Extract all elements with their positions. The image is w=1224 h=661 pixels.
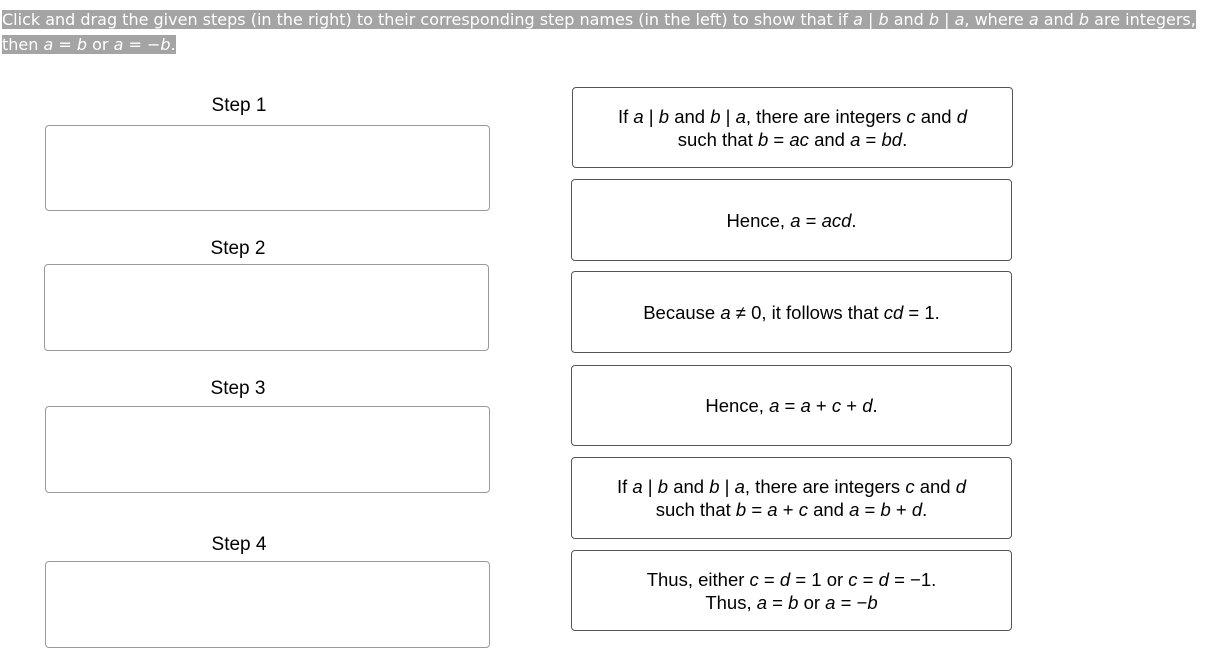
step-3-drop-zone[interactable]: [45, 406, 490, 493]
step-card-line: such that b = ac and a = bd.: [677, 128, 908, 150]
step-card-line: Thus, a = b or a = −b: [705, 591, 878, 613]
step-card-line: If a | b and b | a, there are integers c and d: [616, 476, 967, 497]
step-card-2[interactable]: [571, 179, 1012, 261]
instructions: [2, 7, 1222, 57]
step-2-label: Step 2: [210, 238, 266, 259]
step-1-drop-zone[interactable]: [45, 125, 490, 211]
step-card-line: Hence, a = acd.: [726, 209, 857, 231]
instructions-text: Click and drag the given steps (in the right) to their corresponding step names (in the left) to show that if a | b and b | a, where a and b are integers, then a = b or a = −b.: [2, 10, 1196, 54]
step-card-5[interactable]: [571, 457, 1012, 539]
step-4-label: Step 4: [211, 534, 267, 555]
step-card-line: such that b = a + c and a = b + d.: [655, 499, 928, 520]
step-1-label: Step 1: [211, 95, 267, 116]
step-card-line: Thus, either c = d = 1 or c = d = −1.: [646, 568, 937, 590]
step-2-drop-zone[interactable]: [44, 264, 489, 351]
step-card-line: Hence, a = a + c + d.: [705, 395, 878, 416]
step-card-6[interactable]: [571, 550, 1012, 631]
step-card-3[interactable]: [571, 271, 1012, 353]
step-card-line: If a | b and b | a, there are integers c and d: [617, 105, 968, 127]
step-card-line: Because a ≠ 0, it follows that cd = 1.: [643, 301, 940, 323]
step-card-4[interactable]: [571, 365, 1012, 446]
step-4-drop-zone[interactable]: [45, 561, 490, 648]
step-card-1[interactable]: [572, 87, 1013, 168]
step-3-label: Step 3: [210, 378, 266, 399]
